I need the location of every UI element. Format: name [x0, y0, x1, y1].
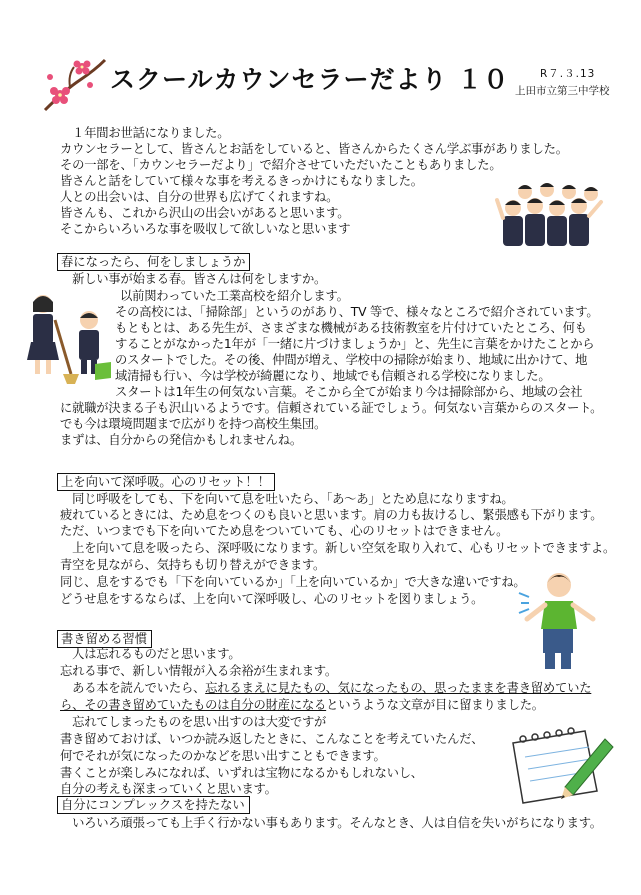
- section-line: 上を向いて息を吸ったら、深呼吸になります。新しい空気を取り入れて、心もリセットできますよ。: [60, 541, 616, 555]
- section-line: 新しい事が始まる春。皆さんは何をしますか。: [60, 272, 327, 286]
- intro-line: 人との出会いは、自分の世界も広げてくれますね。: [60, 190, 339, 204]
- intro-line: 皆さんも、これから沢山の出会いがあると思います。: [60, 206, 350, 220]
- section-line: 同じ呼吸をしても、下を向いて息を吐いたら、「あ～あ」とため息になりますね。: [60, 492, 514, 506]
- section-line: 域清掃も行い、今は学校が綺麗になり、地域でも信頼される学校になりました。: [115, 369, 551, 383]
- section-line: 人は忘れるものだと思います。: [60, 647, 241, 661]
- deep-breath-boy-icon: [515, 565, 605, 675]
- issue-date: R７.３.13: [540, 68, 596, 80]
- section-line: のスタートでした。その後、仲間が増え、学校中の掃除が始まり、地域に出かけて、地: [115, 353, 588, 367]
- intro-line: その一部を、「カウンセラーだより」で紹介させていただいたこともありました。: [60, 158, 502, 172]
- section-line: 忘れてしまったものを思い出すのは大変ですが: [60, 715, 327, 729]
- cheering-students-icon: [495, 178, 605, 248]
- section-line: その高校には、「掃除部」というのがあり、TV 等で、様々なところで紹介されています。: [115, 305, 599, 319]
- section-line: いろいろ頑張っても上手く行かない事もあります。そんなとき、人は自信を失いがちになります。: [60, 816, 602, 830]
- intro-line: カウンセラーとして、皆さんとお話をしていると、皆さんからたくさん学ぶ事がありました。: [60, 142, 568, 156]
- section-text: というような文章が目に留まりました。: [326, 698, 544, 712]
- intro-line: １年間お世話になりました。: [60, 126, 230, 140]
- section-line: に就職が決まる子も沢山いるようです。信頼されている証でしょう。何気ない言葉からのスタート。: [60, 401, 603, 415]
- section-heading-complex: 自分にコンプレックスを持たない: [57, 796, 250, 814]
- section-line: もともとは、ある先生が、さまざまな機械がある技術教室を片付けていたところ、何も: [115, 321, 587, 335]
- section-line: 書き留めておけば、いつか読み返したときに、こんなことを考えていたんだ、: [60, 732, 484, 746]
- underlined-text: ら、その書き留めていたものは自分の財産になる: [60, 698, 327, 712]
- section-heading-writing: 書き留める習慣: [57, 630, 152, 648]
- section-line: 以前関わっていた工業高校を紹介します。: [120, 289, 349, 303]
- section-line: まずは、自分からの発信かもしれませんね。: [60, 433, 302, 447]
- section-line: 疲れているときには、ため息をつくのも良いと思います。肩の力も抜けるし、緊張感も下がります。: [60, 508, 603, 522]
- section-heading-breathing: 上を向いて深呼吸。心のリセット！！: [57, 473, 275, 491]
- section-heading-spring: 春になったら、何をしましょうか: [57, 253, 250, 271]
- section-line: でも今は環境問題まで広がりを持つ高校生集団。: [60, 417, 327, 431]
- intro-line: そこからいろいろな事を吸収して欲しいなと思います: [60, 222, 351, 236]
- section-line: 書くことが楽しみになれば、いずれは宝物になるかもしれないし、: [60, 766, 423, 780]
- section-line: することがなかった1年が「一緒に片づけましょうか」と、先生に言葉をかけたことから: [115, 337, 595, 351]
- section-line: [60, 680, 591, 696]
- underlined-text: 忘れるまえに見たもの、気になったもの、思ったままを書き留めていた: [205, 681, 592, 695]
- plum-blossom-icon: [40, 55, 110, 115]
- section-line: [60, 697, 544, 713]
- school-name: 上田市立第三中学校: [515, 85, 610, 97]
- section-line: スタートは1年生の何気ない言葉。そこから全てが始まり今は掃除部から、地域の会社: [115, 385, 583, 399]
- section-line: 自分の考えも深まっていくと思います。: [60, 782, 277, 796]
- intro-line: 皆さんと話をしていて様々な事を考えるきっかけにもなりました。: [60, 174, 423, 188]
- section-line: 何でそれが気になったのかなどを思い出すこともできます。: [60, 749, 386, 763]
- section-line: 忘れる事で、新しい情報が入る余裕が生まれます。: [60, 664, 337, 678]
- notebook-pencil-icon: [505, 725, 615, 805]
- section-line: 青空を見ながら、気持ちも切り替えができます。: [60, 558, 326, 572]
- section-text: ある本を読んでいたら、: [60, 681, 206, 695]
- cleaning-students-icon: [15, 290, 115, 390]
- section-line: ただ、いつまでも下を向いてため息をついていても、心のリセットはできません。: [60, 524, 509, 538]
- section-line: どうせ息をするならば、上を向いて深呼吸し、心のリセットを図りましょう。: [60, 592, 484, 606]
- page-title: スクールカウンセラーだより １０: [110, 65, 510, 94]
- section-line: 同じ、息をするでも「下を向いているか」「上を向いているか」で大きな違いですね。: [60, 575, 526, 589]
